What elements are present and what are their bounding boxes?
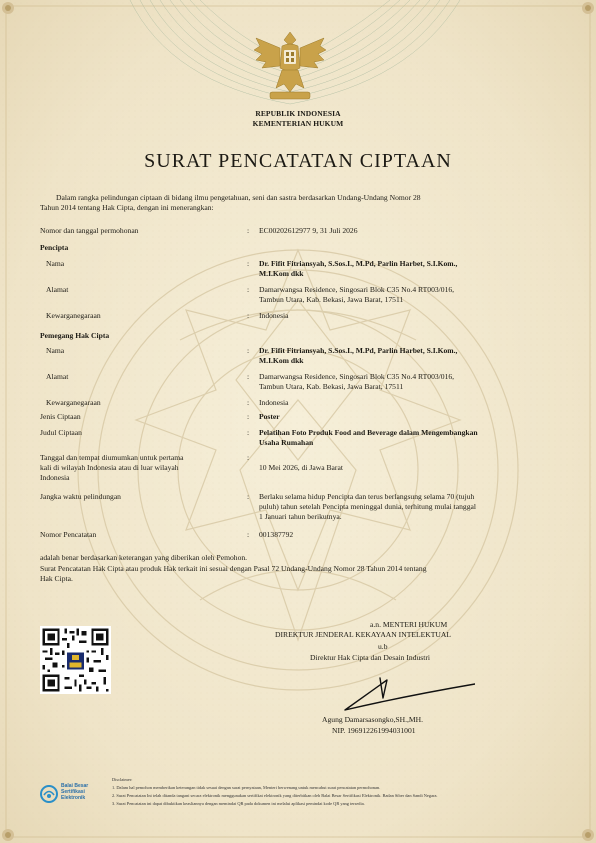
pencipta-heading: Pencipta bbox=[40, 243, 69, 252]
pencipta-nama-label: Nama bbox=[46, 259, 65, 268]
corner-ornament-bottom-right bbox=[574, 821, 596, 843]
nomor-value: EC00202612977 9, 31 Juli 2026 bbox=[259, 226, 358, 235]
header-country: REPUBLIK INDONESIA bbox=[255, 109, 341, 118]
signature-line-1: a.n. MENTERI HUKUM bbox=[370, 620, 448, 629]
colon: : bbox=[247, 453, 250, 462]
pencipta-alamat-label: Alamat bbox=[46, 285, 69, 294]
jangka-value-2: puluh) tahun setelah Pencipta meninggal dunia, terhitung mulai tanggal bbox=[259, 502, 477, 511]
signature-line-2: DIREKTUR JENDERAL KEKAYAAN INTELEKTUAL bbox=[275, 630, 451, 639]
pencipta-kewarganegaraan: Indonesia bbox=[259, 311, 289, 320]
bsre-logo-line-1: Balai Besar bbox=[61, 783, 89, 789]
qr-code[interactable] bbox=[40, 626, 111, 694]
closing-line-3: Hak Cipta. bbox=[40, 574, 73, 583]
pemegang-heading: Pemegang Hak Cipta bbox=[40, 331, 110, 340]
pemegang-alamat-2: Tambun Utara, Kab. Bekasi, Jawa Barat, 17511 bbox=[259, 382, 404, 391]
page-title: SURAT PENCATATAN CIPTAAN bbox=[144, 150, 452, 172]
pencatatan-value: 001387792 bbox=[259, 530, 294, 539]
pemegang-kewarganegaraan: Indonesia bbox=[259, 398, 289, 407]
bsre-logo-icon bbox=[39, 784, 59, 804]
pencatatan-label: Nomor Pencatatan bbox=[40, 530, 97, 539]
disclaimer-note-3: 3. Surat Pencatatan ini dapat dibuktikan keasliannya dengan memindai QR pada dokumen ini melalui aplikasi pemindai kode QR yang tersedia. bbox=[112, 801, 365, 806]
colon: : bbox=[247, 412, 250, 421]
pencipta-alamat-2: Tambun Utara, Kab. Bekasi, Jawa Barat, 17511 bbox=[259, 295, 404, 304]
pemegang-alamat-label: Alamat bbox=[46, 372, 69, 381]
colon: : bbox=[247, 285, 250, 294]
tanggal-label-3: Indonesia bbox=[40, 473, 70, 482]
tanggal-label-1: Tanggal dan tempat diumumkan untuk pertama bbox=[40, 453, 184, 462]
pencipta-alamat-1: Damarwangsa Residence, Singosari Blok C35 No.4 RT003/016, bbox=[259, 285, 455, 294]
jangka-value-3: 1 Januari tahun berikutnya. bbox=[259, 512, 342, 521]
colon: : bbox=[247, 428, 250, 437]
header-ministry: KEMENTERIAN HUKUM bbox=[252, 119, 344, 128]
bsre-logo bbox=[39, 782, 109, 806]
intro-line-1: Dalam rangka pelindungan ciptaan di bidang ilmu pengetahuan, seni dan sastra berdasarkan Undang-Undang Nomor 28 bbox=[56, 193, 421, 202]
jenis-label: Jenis Ciptaan bbox=[40, 412, 81, 421]
colon: : bbox=[247, 492, 250, 501]
pencipta-kewarganegaraan-label: Kewarganegaraan bbox=[46, 311, 101, 320]
colon: : bbox=[247, 530, 250, 539]
judul-label: Judul Ciptaan bbox=[40, 428, 82, 437]
closing-line-1: adalah benar berdasarkan keterangan yang diberikan oleh Pemohon. bbox=[40, 553, 248, 562]
bsre-logo-line-2: Sertifikasi bbox=[61, 789, 85, 795]
jangka-value-1: Berlaku selama hidup Pencipta dan terus berlangsung selama 70 (tujuh bbox=[259, 492, 475, 501]
pencipta-nama-2: M.I.Kom dkk bbox=[259, 269, 304, 278]
signatory-name: Agung Damarsasongko,SH.,MH. bbox=[322, 715, 424, 724]
pemegang-nama-label: Nama bbox=[46, 346, 65, 355]
signatory-nip: NIP. 196912261994031001 bbox=[332, 726, 416, 735]
nomor-label: Nomor dan tanggal permohonan bbox=[40, 226, 139, 235]
bsre-logo-line-3: Elektronik bbox=[61, 795, 86, 801]
pencipta-nama-1: Dr. Fifit Fitriansyah, S.Sos.I., M.Pd, Parlin Harbet, S.I.Kom., bbox=[259, 259, 458, 268]
colon: : bbox=[247, 226, 250, 235]
pemegang-nama-2: M.I.Kom dkk bbox=[259, 356, 304, 365]
colon: : bbox=[247, 346, 250, 355]
judul-value-1: Pelatihan Foto Produk Food and Beverage dalam Mengembangkan bbox=[259, 428, 478, 437]
jenis-value: Poster bbox=[259, 412, 280, 421]
corner-ornament-top-right bbox=[574, 0, 596, 22]
tanggal-label-2: kali di wilayah Indonesia atau di luar wilayah bbox=[40, 463, 179, 472]
corner-ornament-bottom-left bbox=[0, 821, 22, 843]
colon: : bbox=[247, 311, 250, 320]
disclaimer-heading: Disclaimer: bbox=[112, 777, 133, 782]
colon: : bbox=[247, 372, 250, 381]
corner-ornament-top-left bbox=[0, 0, 22, 22]
judul-value-2: Usaha Rumahan bbox=[259, 438, 314, 447]
pemegang-kewarganegaraan-label: Kewarganegaraan bbox=[46, 398, 101, 407]
garuda-emblem-icon bbox=[252, 28, 328, 108]
tanggal-value: 10 Mei 2026, di Jawa Barat bbox=[259, 463, 343, 472]
jangka-label: Jangka waktu pelindungan bbox=[40, 492, 121, 501]
disclaimer-note-1: 1. Dalam hal pemohon memberikan keterangan tidak sesuai dengan surat pernyataan, Menteri berwenang untuk mencabut surat pencatatan permohonan. bbox=[112, 785, 381, 790]
disclaimer-note-2: 2. Surat Pencatatan Ini telah ditanda tangani secara elektronik menggunakan sertifikat elektronik yang diterbitkan oleh Balai Besar Sertifikasi Elektronik. Badan Siber dan Sandi Negara. bbox=[112, 793, 438, 798]
closing-line-2: Surat Pencatatan Hak Cipta atau produk Hak terkait ini sesuai dengan Pasal 72 Undang-Undang Nomor 28 Tahun 2014 tentang bbox=[40, 564, 427, 573]
pemegang-nama-1: Dr. Fifit Fitriansyah, S.Sos.I., M.Pd, Parlin Harbet, S.I.Kom., bbox=[259, 346, 458, 355]
handwritten-signature bbox=[325, 668, 475, 718]
colon: : bbox=[247, 398, 250, 407]
signature-line-3: u.b bbox=[378, 642, 388, 651]
signature-line-4: Direktur Hak Cipta dan Desain Industri bbox=[310, 653, 430, 662]
pemegang-alamat-1: Damarwangsa Residence, Singosari Blok C35 No.4 RT003/016, bbox=[259, 372, 455, 381]
intro-line-2: Tahun 2014 tentang Hak Cipta, dengan ini menerangkan: bbox=[40, 203, 214, 212]
colon: : bbox=[247, 259, 250, 268]
